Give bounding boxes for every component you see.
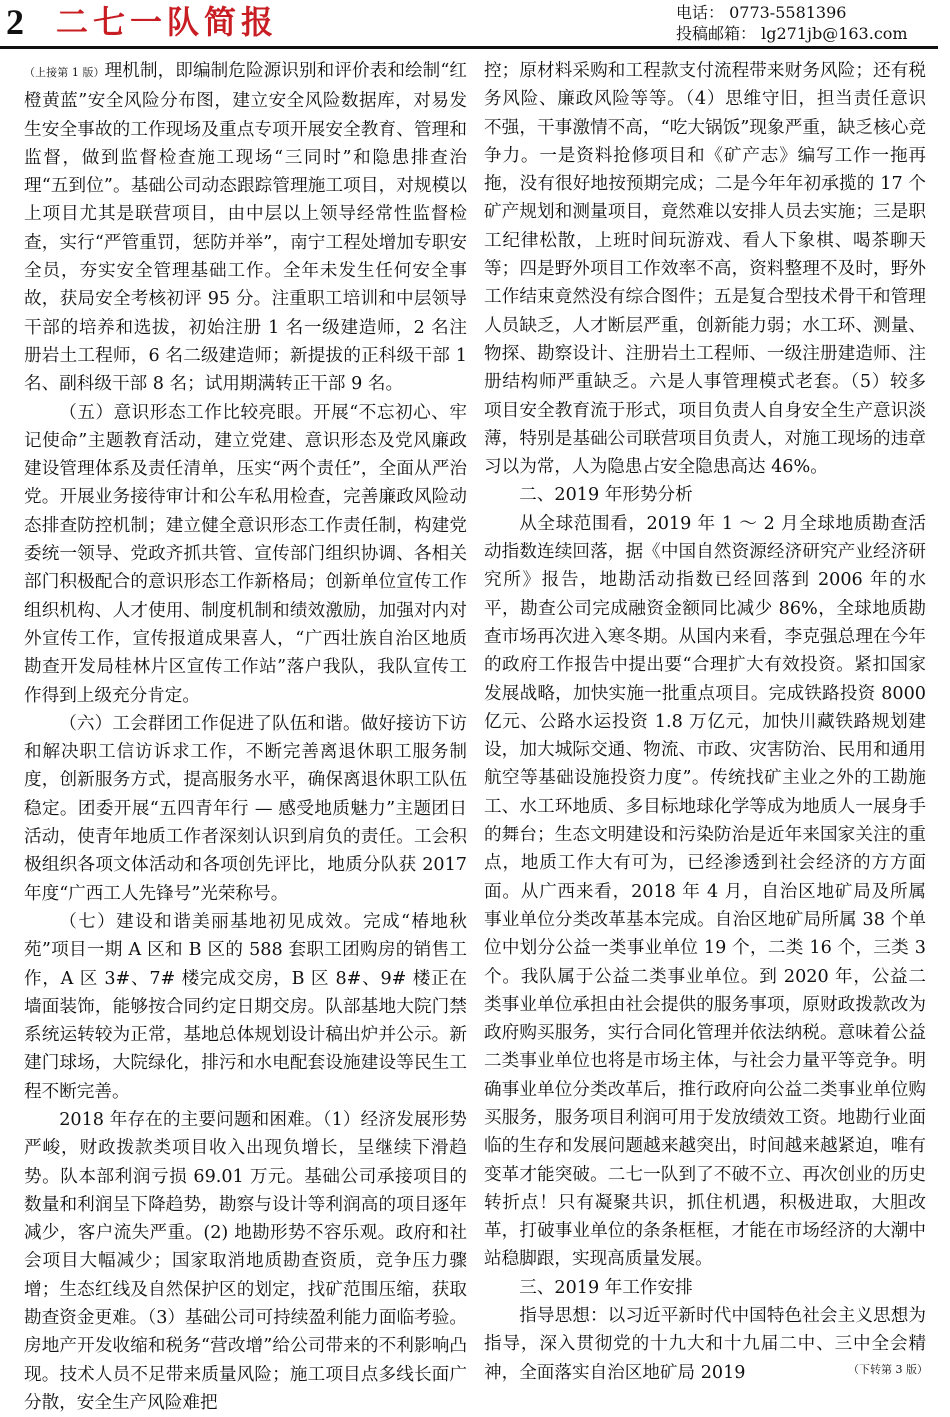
section-heading-plan: 三、2019 年工作安排 [519, 1277, 693, 1298]
paragraph-guiding-thought: 指导思想：以习近平新时代中国特色社会主义思想为指导，深入贯彻党的十九大和十九届二中、三中全会精神，全面落实自治区地矿局 2019 [484, 1306, 926, 1383]
paragraph-union: （六）工会群团工作促进了队伍和谐。做好接访下访和解决职工信访诉求工作，不断完善离退休职工服务制度，创新服务方式，提高服务水平，确保离退休职工队伍稳定。团委开展“五四青年行 — 感受地质魅力”主题团日活动，使青年地质工作者深刻认识到肩负的责任。工会积极组织各项文体活动和各项创先评比，地质分队获 2017 年度“广西工人先锋号”光荣称号。 [24, 713, 467, 904]
paragraph-safety-continued [24, 57, 467, 399]
right-column [484, 57, 926, 1387]
continued-from-note: （上接第 1 版） [24, 66, 105, 79]
paragraph-ideology: （五）意识形态工作比较亮眼。开展“不忘初心、牢记使命”主题教育活动，建立党建、意识形态及党风廉政建设管理体系及责任清单，压实“两个责任”，全面从严治党。开展业务接待审计和公车私用检查，完善廉政风险动态排查防控机制；建立健全意识形态工作责任制，构建党委统一领导、党政齐抓共管、宣传部门组织协调、各相关部门积极配合的意识形态工作新格局；创新单位宣传工作组织机构、人才使用、制度机制和绩效激励，加强对内对外宣传工作，宣传报道成果喜人，“广西壮族自治区地质勘查开发局桂林片区宣传工作站”落户我队，我队宣传工作得到上级充分肯定。 [24, 402, 467, 706]
left-column [24, 57, 467, 1417]
contact-info [676, 2, 946, 44]
section-heading-situation: 二、2019 年形势分析 [519, 485, 693, 506]
email-line: 投稿邮箱： lg271jb@163.com [676, 24, 908, 43]
paragraph-base-construction: （七）建设和谐美丽基地初见成效。完成“椿地秋苑”项目一期 A 区和 B 区的 588 套职工团购房的销售工作，A 区 3#、7# 楼完成交房，B 区 8#、9# 楼正在墙面装饰，能够按合同约定日期交房。队部基地大院门禁系统运转较为正常，基地总体规划设计稿出炉并公示。新建门球场，大院绿化，排污和水电配套设施建设等民生工程不断完善。 [24, 911, 467, 1102]
masthead [0, 0, 950, 48]
continued-to-note: （下转第 3 版） [848, 1363, 928, 1376]
page-number: 2 [6, 2, 24, 42]
paragraph-problems: 2018 年存在的主要问题和困难。（1）经济发展形势严峻，财政拨款类项目收入出现负增长，呈继续下滑趋势。队本部利润亏损 69.01 万元。基础公司承接项目的数量和利润呈下降趋势，勘察与设计等利润高的项目逐年减少，客户流失严重。(2) 地勘形势不容乐观。政府和社会项目大幅减少；国家取消地质勘查资质，竞争压力骤增；生态红线及自然保护区的划定，找矿范围压缩，获取勘查资金更难。（3）基础公司可持续盈利能力面临考验。房地产开发收缩和税务“营改增”给公司带来的不利影响凸现。技术人员不足带来质量风险；施工项目点多线长面广分散，安全生产风险难把 [24, 1109, 467, 1413]
paragraph-safety-text: 理机制，即编制危险源识别和评价表和绘制“红橙黄蓝”安全风险分布图，建立安全风险数据库，对易发生安全事故的工作现场及重点专项开展安全教育、管理和监督，做到监督检查施工现场“三同时”和隐患排查治理“五到位”。基础公司动态跟踪管理施工项目，对规模以上项目尤其是联营项目，由中层以上领导经常性监督检查，实行“严管重罚，惩防并举”，南宁工程处增加专职安全员，夯实安全管理基础工作。全年未发生任何安全事故，获局安全考核初评 95 分。注重职工培训和中层领导干部的培养和选拔，初始注册 1 名一级建造师，2 名注册岩土工程师，6 名二级建造师；新提拔的正科级干部 1 名、副科级干部 8 名；试用期满转正干部 9 名。 [24, 61, 467, 395]
paragraph-situation: 从全球范围看，2019 年 1 ～ 2 月全球地质勘查活动指数连续回落，据《中国自然资源经济研究产业经济研究所》报告，地勘活动指数已经回落到 2006 年的水平，勘查公司完成融资金额同比减少 86%，全球地质勘查市场再次进入寒冬期。从国内来看，李克强总理在今年的政府工作报告中提出要“合理扩大有效投资。紧扣国家发展战略，加快实施一批重点项目。完成铁路投资 8000 亿元、公路水运投资 1.8 万亿元，加快川藏铁路规划建设，加大城际交通、物流、市政、灾害防治、民用和通用航空等基础设施投资力度”。传统找矿主业之外的工勘施工、水工环地质、多目标地球化学等成为地质人一展身手的舞台；生态文明建设和污染防治是近年来国家关注的重点，地质工作大有可为，已经渗透到社会经济的方方面面。从广西来看，2018 年 4 月，自治区地矿局及所属事业单位分类改革基本完成。自治区地矿局所属 38 个单位中划分公益一类事业单位 19 个，二类 16 个，三类 3 个。我队属于公益二类事业单位。到 2020 年，公益二类事业单位承担由社会提供的服务事项，原财政拨款改为政府购买服务，实行合同化管理并依法纳税。意味着公益二类事业单位也将是市场主体，与社会力量平等竞争。明确事业单位分类改革后，推行政府向公益二类事业单位购买服务，服务项目利润可用于发放绩效工资。地勘行业面临的生存和发展问题越来越突出，时间越来越紧迫，唯有变革才能突破。二七一队到了不破不立、再次创业的历史转折点！只有凝聚共识，抓住机遇，积极进取，大胆改革，打破事业单位的条条框框，才能在市场经济的大潮中站稳脚跟，实现高质量发展。 [484, 513, 926, 1270]
phone-line: 电话： 0773-5581396 [676, 3, 847, 22]
paragraph-problems-continued: 控；原材料采购和工程款支付流程带来财务风险；还有税务风险、廉政风险等等。（4）思维守旧，担当责任意识不强，干事激情不高，“吃大锅饭”现象严重，缺乏核心竞争力。一是资料抢修项目和《矿产志》编写工作一拖再拖，没有很好地按预期完成；二是今年年初承揽的 17 个矿产规划和测量项目，竟然难以安排人员去实施；三是职工纪律松散，上班时间玩游戏、看人下象棋、喝茶聊天等；四是野外项目工作效率不高，资料整理不及时，野外工作结束竟然没有综合图件；五是复合型技术骨干和管理人员缺乏，人才断层严重，创新能力弱；水工环、测量、物探、勘察设计、注册岩土工程师、一级注册建造师、注册结构师严重缺乏。六是人事管理模式老套。（5）较多项目安全教育流于形式，项目负责人自身安全生产意识淡薄，特别是基础公司联营项目负责人，对施工现场的违章习以为常，人为隐患占安全隐患高达 46%。 [484, 61, 926, 478]
header-rule [0, 46, 938, 49]
newsletter-title: 二七一队简报 [56, 3, 279, 41]
